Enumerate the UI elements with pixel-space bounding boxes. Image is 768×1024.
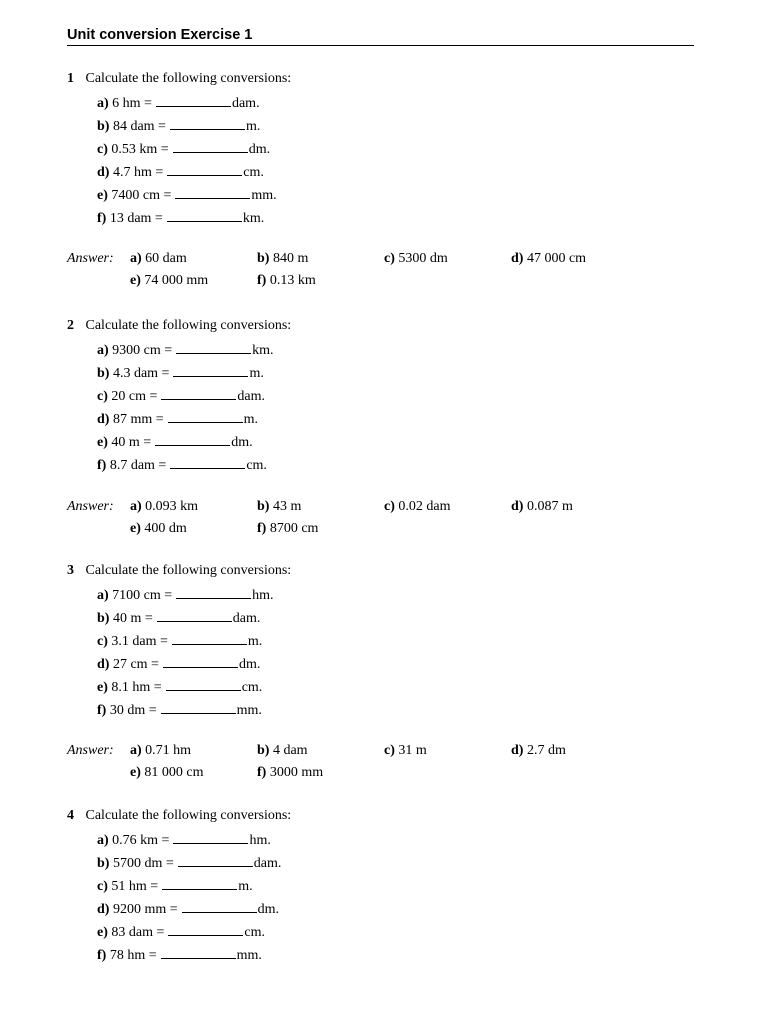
question-heading (67, 563, 291, 586)
exercise-item (67, 609, 291, 632)
item-expression: 27 cm = (112, 657, 159, 672)
answer-label: Answer: (67, 499, 114, 514)
answer-blank (166, 678, 241, 691)
answer-cell: b) 840 m (257, 251, 309, 266)
item-label: b) (97, 119, 110, 134)
item-expression: 83 dam = (111, 925, 165, 940)
answer-cell: f) 3000 mm (257, 765, 324, 780)
answer-cell: f) 0.13 km (257, 273, 316, 288)
answer-cell: e) 400 dm (130, 521, 187, 536)
question-number: 4 (67, 808, 74, 823)
item-target-unit: cm. (244, 925, 265, 940)
exercise-item (67, 854, 291, 877)
answer-cell: e) 81 000 cm (130, 765, 204, 780)
item-label: e) (97, 188, 108, 203)
exercise-item (67, 701, 291, 724)
answer-blank (170, 117, 245, 130)
exercise-item (67, 186, 291, 209)
answer-blank (182, 900, 257, 913)
item-label: a) (97, 96, 109, 111)
item-label: c) (97, 879, 108, 894)
item-label: c) (97, 142, 108, 157)
answer-blank (176, 341, 251, 354)
answer-blank (173, 831, 248, 844)
exercise-item (67, 433, 291, 456)
exercise-item (67, 586, 291, 609)
item-target-unit: dam. (253, 856, 282, 871)
exercise-item (67, 877, 291, 900)
answer-blank (168, 923, 243, 936)
question-2 (67, 318, 291, 479)
exercise-item (67, 831, 291, 854)
item-target-unit: cm. (241, 680, 263, 695)
item-label: c) (97, 634, 108, 649)
question-3 (67, 563, 291, 724)
exercise-item (67, 456, 291, 479)
item-target-unit: dam. (232, 611, 261, 626)
item-expression: 40 m = (111, 435, 152, 450)
item-expression: 8.7 dam = (109, 458, 167, 473)
item-label: f) (97, 948, 107, 963)
item-target-unit: dam. (231, 96, 260, 111)
item-label: d) (97, 657, 110, 672)
answer-cell: c) 0.02 dam (384, 499, 451, 514)
item-expression: 7100 cm = (112, 588, 173, 603)
item-target-unit: m. (247, 634, 263, 649)
item-target-unit: dm. (231, 435, 253, 450)
item-target-unit: mm. (251, 188, 277, 203)
answer-cell: e) 74 000 mm (130, 273, 209, 288)
item-label: e) (97, 680, 108, 695)
item-target-unit: hm. (252, 588, 274, 603)
answer-cell: d) 47 000 cm (511, 251, 587, 266)
answer-blank (178, 854, 253, 867)
exercise-item (67, 94, 291, 117)
answer-cell: a) 0.71 hm (130, 743, 192, 758)
answer-blank (167, 209, 242, 222)
item-label: d) (97, 165, 110, 180)
answer-cell: a) 0.093 km (130, 499, 199, 514)
item-expression: 6 hm = (112, 96, 152, 111)
item-expression: 9300 cm = (112, 343, 173, 358)
answer-blank (161, 946, 236, 959)
page-title: Unit conversion Exercise 1 (67, 27, 253, 43)
exercise-item (67, 946, 291, 969)
exercise-item (67, 655, 291, 678)
item-target-unit: dm. (238, 657, 261, 672)
item-label: d) (97, 412, 110, 427)
answer-cell: a) 60 dam (130, 251, 187, 266)
item-target-unit: m. (245, 119, 261, 134)
question-number: 2 (67, 318, 74, 333)
answer-blank (173, 364, 248, 377)
item-label: f) (97, 703, 107, 718)
question-4 (67, 808, 291, 969)
exercise-item (67, 341, 291, 364)
item-expression: 30 dm = (109, 703, 157, 718)
question-heading (67, 808, 291, 831)
answer-cell: f) 8700 cm (257, 521, 319, 536)
question-1 (67, 71, 291, 232)
item-expression: 40 m = (112, 611, 153, 626)
item-label: b) (97, 856, 110, 871)
exercise-item (67, 140, 291, 163)
answer-cell: c) 31 m (384, 743, 427, 758)
answer-cell: b) 4 dam (257, 743, 308, 758)
item-target-unit: cm. (246, 458, 267, 473)
question-instruction: Calculate the following conversions: (85, 808, 292, 823)
item-expression: 87 mm = (112, 412, 164, 427)
page-header (67, 26, 694, 46)
exercise-item (67, 209, 291, 232)
answer-blank (161, 701, 236, 714)
exercise-item (67, 387, 291, 410)
answer-blank (157, 609, 232, 622)
question-number: 1 (67, 71, 74, 86)
item-label: e) (97, 435, 108, 450)
item-target-unit: km. (242, 211, 265, 226)
exercise-item (67, 163, 291, 186)
answer-blank (173, 140, 248, 153)
question-instruction: Calculate the following conversions: (85, 71, 292, 86)
item-expression: 13 dam = (109, 211, 163, 226)
answer-blank (170, 456, 245, 469)
item-expression: 4.7 hm = (112, 165, 164, 180)
item-label: c) (97, 389, 108, 404)
item-expression: 8.1 hm = (111, 680, 162, 695)
item-expression: 9200 mm = (112, 902, 178, 917)
item-label: b) (97, 611, 110, 626)
item-target-unit: mm. (236, 948, 262, 963)
item-target-unit: dm. (248, 142, 271, 157)
question-instruction: Calculate the following conversions: (85, 318, 292, 333)
item-label: b) (97, 366, 110, 381)
exercise-item (67, 900, 291, 923)
exercise-item (67, 410, 291, 433)
question-heading (67, 318, 291, 341)
item-expression: 51 hm = (111, 879, 159, 894)
item-target-unit: km. (252, 343, 274, 358)
item-expression: 7400 cm = (111, 188, 172, 203)
answer-cell: c) 5300 dm (384, 251, 448, 266)
answer-blank (163, 655, 238, 668)
item-label: e) (97, 925, 108, 940)
item-label: a) (97, 343, 109, 358)
item-expression: 4.3 dam = (112, 366, 170, 381)
exercise-item (67, 364, 291, 387)
item-expression: 0.76 km = (112, 833, 170, 848)
answer-blank (162, 877, 237, 890)
item-label: d) (97, 902, 110, 917)
item-expression: 3.1 dam = (111, 634, 168, 649)
exercise-item (67, 678, 291, 701)
item-label: f) (97, 458, 107, 473)
item-target-unit: cm. (243, 165, 264, 180)
answer-blank (161, 387, 236, 400)
item-target-unit: m. (238, 879, 253, 894)
item-expression: 84 dam = (112, 119, 166, 134)
item-target-unit: m. (243, 412, 259, 427)
item-label: a) (97, 833, 109, 848)
exercise-item (67, 632, 291, 655)
answer-blank (167, 163, 242, 176)
item-label: a) (97, 588, 109, 603)
item-target-unit: dam. (237, 389, 265, 404)
answer-cell: d) 0.087 m (511, 499, 573, 514)
answer-blank (155, 433, 230, 446)
question-heading (67, 71, 291, 94)
answer-label: Answer: (67, 251, 114, 266)
answer-blank (176, 586, 251, 599)
item-label: f) (97, 211, 107, 226)
question-number: 3 (67, 563, 74, 578)
answer-cell: b) 43 m (257, 499, 302, 514)
answer-blank (175, 186, 250, 199)
answer-label: Answer: (67, 743, 114, 758)
answer-blank (172, 632, 247, 645)
item-expression: 20 cm = (111, 389, 158, 404)
item-expression: 78 hm = (109, 948, 157, 963)
exercise-item (67, 117, 291, 140)
item-target-unit: hm. (249, 833, 271, 848)
item-expression: 5700 dm = (112, 856, 174, 871)
answer-blank (156, 94, 231, 107)
answer-cell: d) 2.7 dm (511, 743, 566, 758)
question-instruction: Calculate the following conversions: (85, 563, 292, 578)
item-target-unit: dm. (257, 902, 280, 917)
exercise-item (67, 923, 291, 946)
item-expression: 0.53 km = (111, 142, 169, 157)
answer-blank (168, 410, 243, 423)
item-target-unit: m. (249, 366, 264, 381)
item-target-unit: mm. (236, 703, 262, 718)
